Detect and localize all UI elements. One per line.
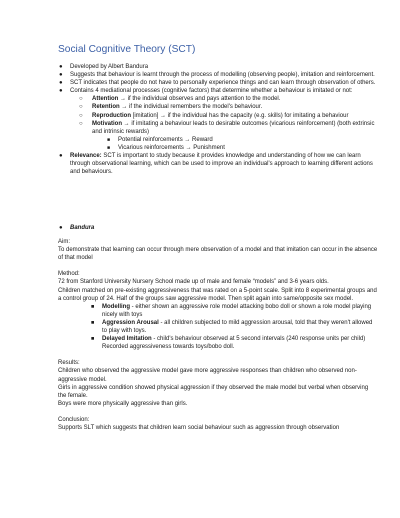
square-bullet-icon: ■: [91, 303, 95, 310]
condition-term: Modelling: [102, 303, 130, 310]
bullet-icon: ●: [59, 88, 63, 95]
list-item: [58, 71, 378, 79]
square-bullet-icon: ■: [107, 136, 111, 143]
condition-term: Aggression Arousal: [102, 319, 159, 326]
list-item-text: Contains 4 mediational processes (cognitive factors) that determine whether a behaviour is imitated or not:: [70, 88, 353, 95]
process-item: [58, 95, 378, 103]
list-item: [58, 63, 378, 71]
condition-item: [58, 319, 378, 335]
reinforcement-text: Vicarious reinforcements → Punishment: [118, 144, 225, 151]
process-term: Attention: [92, 96, 119, 103]
square-bullet-icon: ■: [91, 336, 95, 343]
list-item-text: Developed by Albert Bandura: [70, 64, 149, 70]
results-paragraph: Boys were more physically aggressive than girls.: [58, 400, 188, 407]
process-term: Motivation: [92, 120, 122, 127]
process-text: [imitation] → if the individual has the capacity (e.g. skills) for imitating a behaviour: [132, 112, 349, 119]
process-item: [58, 112, 378, 120]
list-item-text: SCT indicates that people do not have to personally experience things and can learn through observation of others.: [70, 80, 376, 87]
reinforcement-text: Potential reinforcements → Reward: [118, 136, 213, 143]
page-title: Social Cognitive Theory (SCT): [58, 44, 196, 55]
results-paragraph: Children who observed the aggressive model gave more aggressive responses than children who observed non-aggressive model.: [58, 368, 357, 383]
circle-bullet-icon: ○: [79, 112, 83, 119]
circle-bullet-icon: ○: [79, 104, 83, 111]
method-label: Method:: [58, 271, 80, 278]
condition-item: [58, 303, 378, 319]
aim-label: Aim:: [58, 239, 70, 246]
process-item: [58, 103, 378, 111]
condition-text: - child's behaviour observed at 5 second intervals (240 response units per child) Recorded aggressiveness towards toys/bobo doll.: [102, 336, 366, 351]
conclusion-label: Conclusion:: [58, 416, 90, 423]
process-item: [58, 120, 378, 136]
bandura-section: [58, 224, 378, 432]
method-paragraph: 72 from Stanford University Nursery School made up of male and female “models” and 3-6 years olds.: [58, 279, 329, 286]
list-item-text: Suggests that behaviour is learnt through the process of modelling (observing people), imitation and reinforcement.: [70, 72, 375, 79]
bullet-icon: ●: [59, 80, 63, 87]
process-term: Retention: [92, 104, 120, 111]
condition-item: [58, 335, 378, 351]
process-text: → if imitating a behaviour leads to desirable outcomes (vicarious reinforcement) (both extrinsic and intrinsic rewards): [92, 120, 375, 135]
relevance-term: Relevance:: [70, 153, 102, 160]
results-paragraph: Girls in aggressive condition showed physical aggression if they observed the male model but verbal when observing the female.: [58, 384, 369, 399]
process-text: → if the individual remembers the model's behaviour.: [121, 104, 263, 111]
condition-term: Delayed Imitation: [102, 336, 152, 343]
bullet-icon: ●: [59, 72, 63, 79]
list-item: [58, 152, 378, 176]
relevance-text: SCT is important to study because it provides knowledge and understanding of how we can learn through observational learning, which can be used to improve an individual's approach to learning different actions and behaviours.: [70, 153, 373, 176]
process-text: → if the individual observes and pays attention to the model.: [120, 96, 281, 103]
list-item: [58, 79, 378, 87]
conclusion-text: Supports SLT which suggests that children learn social behaviour such as aggression through observation: [58, 424, 340, 431]
bullet-icon: ●: [59, 225, 63, 231]
bandura-heading: Bandura: [70, 225, 95, 231]
bullet-icon: ●: [59, 64, 63, 70]
bullet-icon: ●: [59, 153, 63, 160]
section-heading: [58, 224, 378, 232]
reinforcement-item: [58, 144, 378, 152]
square-bullet-icon: ■: [91, 319, 95, 326]
condition-text: - all children subjected to mild aggression arousal, told that they weren't allowed to play with toys.: [102, 319, 373, 335]
list-item: [58, 87, 378, 95]
circle-bullet-icon: ○: [79, 120, 83, 127]
reinforcement-item: [58, 136, 378, 144]
square-bullet-icon: ■: [107, 144, 111, 151]
aim-text: To demonstrate that learning can occur through mere observation of a model and that imitation can occur in the absence of that model: [58, 247, 378, 262]
intro-section: [58, 63, 378, 176]
method-paragraph: Children matched on pre-existing aggressiveness that was rated on a 5-point scale. Split into 8 experimental groups and a control group of 24. Half of the groups saw aggressive model. Then split again into same/opposite sex model.: [58, 287, 377, 302]
process-term: Reproduction: [92, 112, 131, 119]
condition-text: - either shown an aggressive role model attacking bobo doll or shown a role model playing nicely with toys: [102, 303, 372, 318]
results-label: Results:: [58, 360, 80, 367]
circle-bullet-icon: ○: [79, 96, 83, 103]
